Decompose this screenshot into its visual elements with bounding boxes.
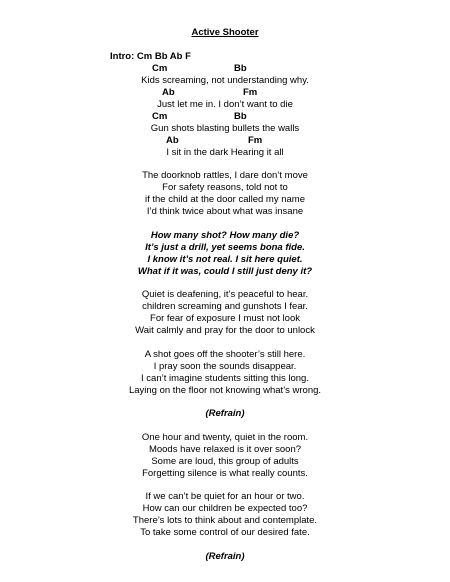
lyric-line: Quiet is deafening, it’s peaceful to hear.	[141, 289, 309, 300]
refrain-marker: (Refrain)	[205, 551, 245, 562]
lyric-line: Gun shots blasting bullets the walls	[150, 123, 300, 134]
chord: Bb	[234, 111, 247, 122]
lyric-line: How can our children be expected too?	[142, 503, 308, 514]
lyric-line: I pray soon the sounds disappear.	[153, 361, 297, 372]
lyric-line: I sit in the dark Hearing it all	[166, 147, 284, 158]
lyric-line: if the child at the door called my name	[144, 194, 305, 205]
lyric-line: There’s lots to think about and contemplate.	[132, 515, 318, 526]
lyric-line: children screaming and gunshots I fear.	[142, 301, 308, 312]
intro-label: Intro	[110, 51, 132, 62]
intro-chords: : Cm Bb Ab F	[131, 51, 191, 62]
refrain-line: It’s just a drill, yet seems bona fide.	[145, 242, 305, 253]
lyric-line: For safety reasons, told not to	[162, 182, 288, 193]
chord: Bb	[234, 63, 247, 74]
refrain-line: I know it’s not real. I sit here quiet.	[147, 254, 303, 265]
lyric-line: Moods have relaxed is it over soon?	[148, 444, 302, 455]
lyric-line: Laying on the floor not knowing what’s wrong.	[128, 385, 322, 396]
lyric-line: Just let me in. I don’t want to die	[157, 99, 293, 110]
chord: Cm	[152, 63, 168, 74]
lyric-line: If we can’t be quiet for an hour or two.	[145, 491, 305, 502]
lyric-line: Forgetting silence is what really counts.	[142, 468, 308, 479]
lyric-line: One hour and twenty, quiet in the room.	[141, 432, 309, 443]
refrain-marker: (Refrain)	[205, 408, 245, 419]
chord: Fm	[243, 87, 258, 98]
lyric-line: I can’t imagine students sitting this long.	[141, 373, 309, 384]
refrain-line: How many shot? How many die?	[150, 230, 300, 241]
chord: Ab	[162, 87, 175, 98]
chord: Cm	[152, 111, 168, 122]
lyric-line: Kids screaming, not understanding why.	[141, 75, 309, 86]
lyric-line: For fear of exposure I must not look	[150, 313, 300, 324]
lyric-line: To take some control of our desired fate.	[140, 527, 310, 538]
lyric-line: Wait calmly and pray for the door to unlock	[135, 325, 315, 336]
chord: Fm	[248, 135, 263, 146]
lyric-line: Some are loud, this group of adults	[151, 456, 299, 467]
song-title: Active Shooter	[191, 27, 259, 38]
lyric-line: I’d think twice about what was insane	[146, 206, 304, 217]
refrain-line: What if it was, could I still just deny it?	[137, 266, 313, 277]
lyric-line: The doorknob rattles, I dare don’t move	[142, 170, 308, 181]
chord: Ab	[166, 135, 179, 146]
lyric-line: A shot goes off the shooter’s still here.	[144, 349, 306, 360]
intro-line	[110, 51, 191, 63]
